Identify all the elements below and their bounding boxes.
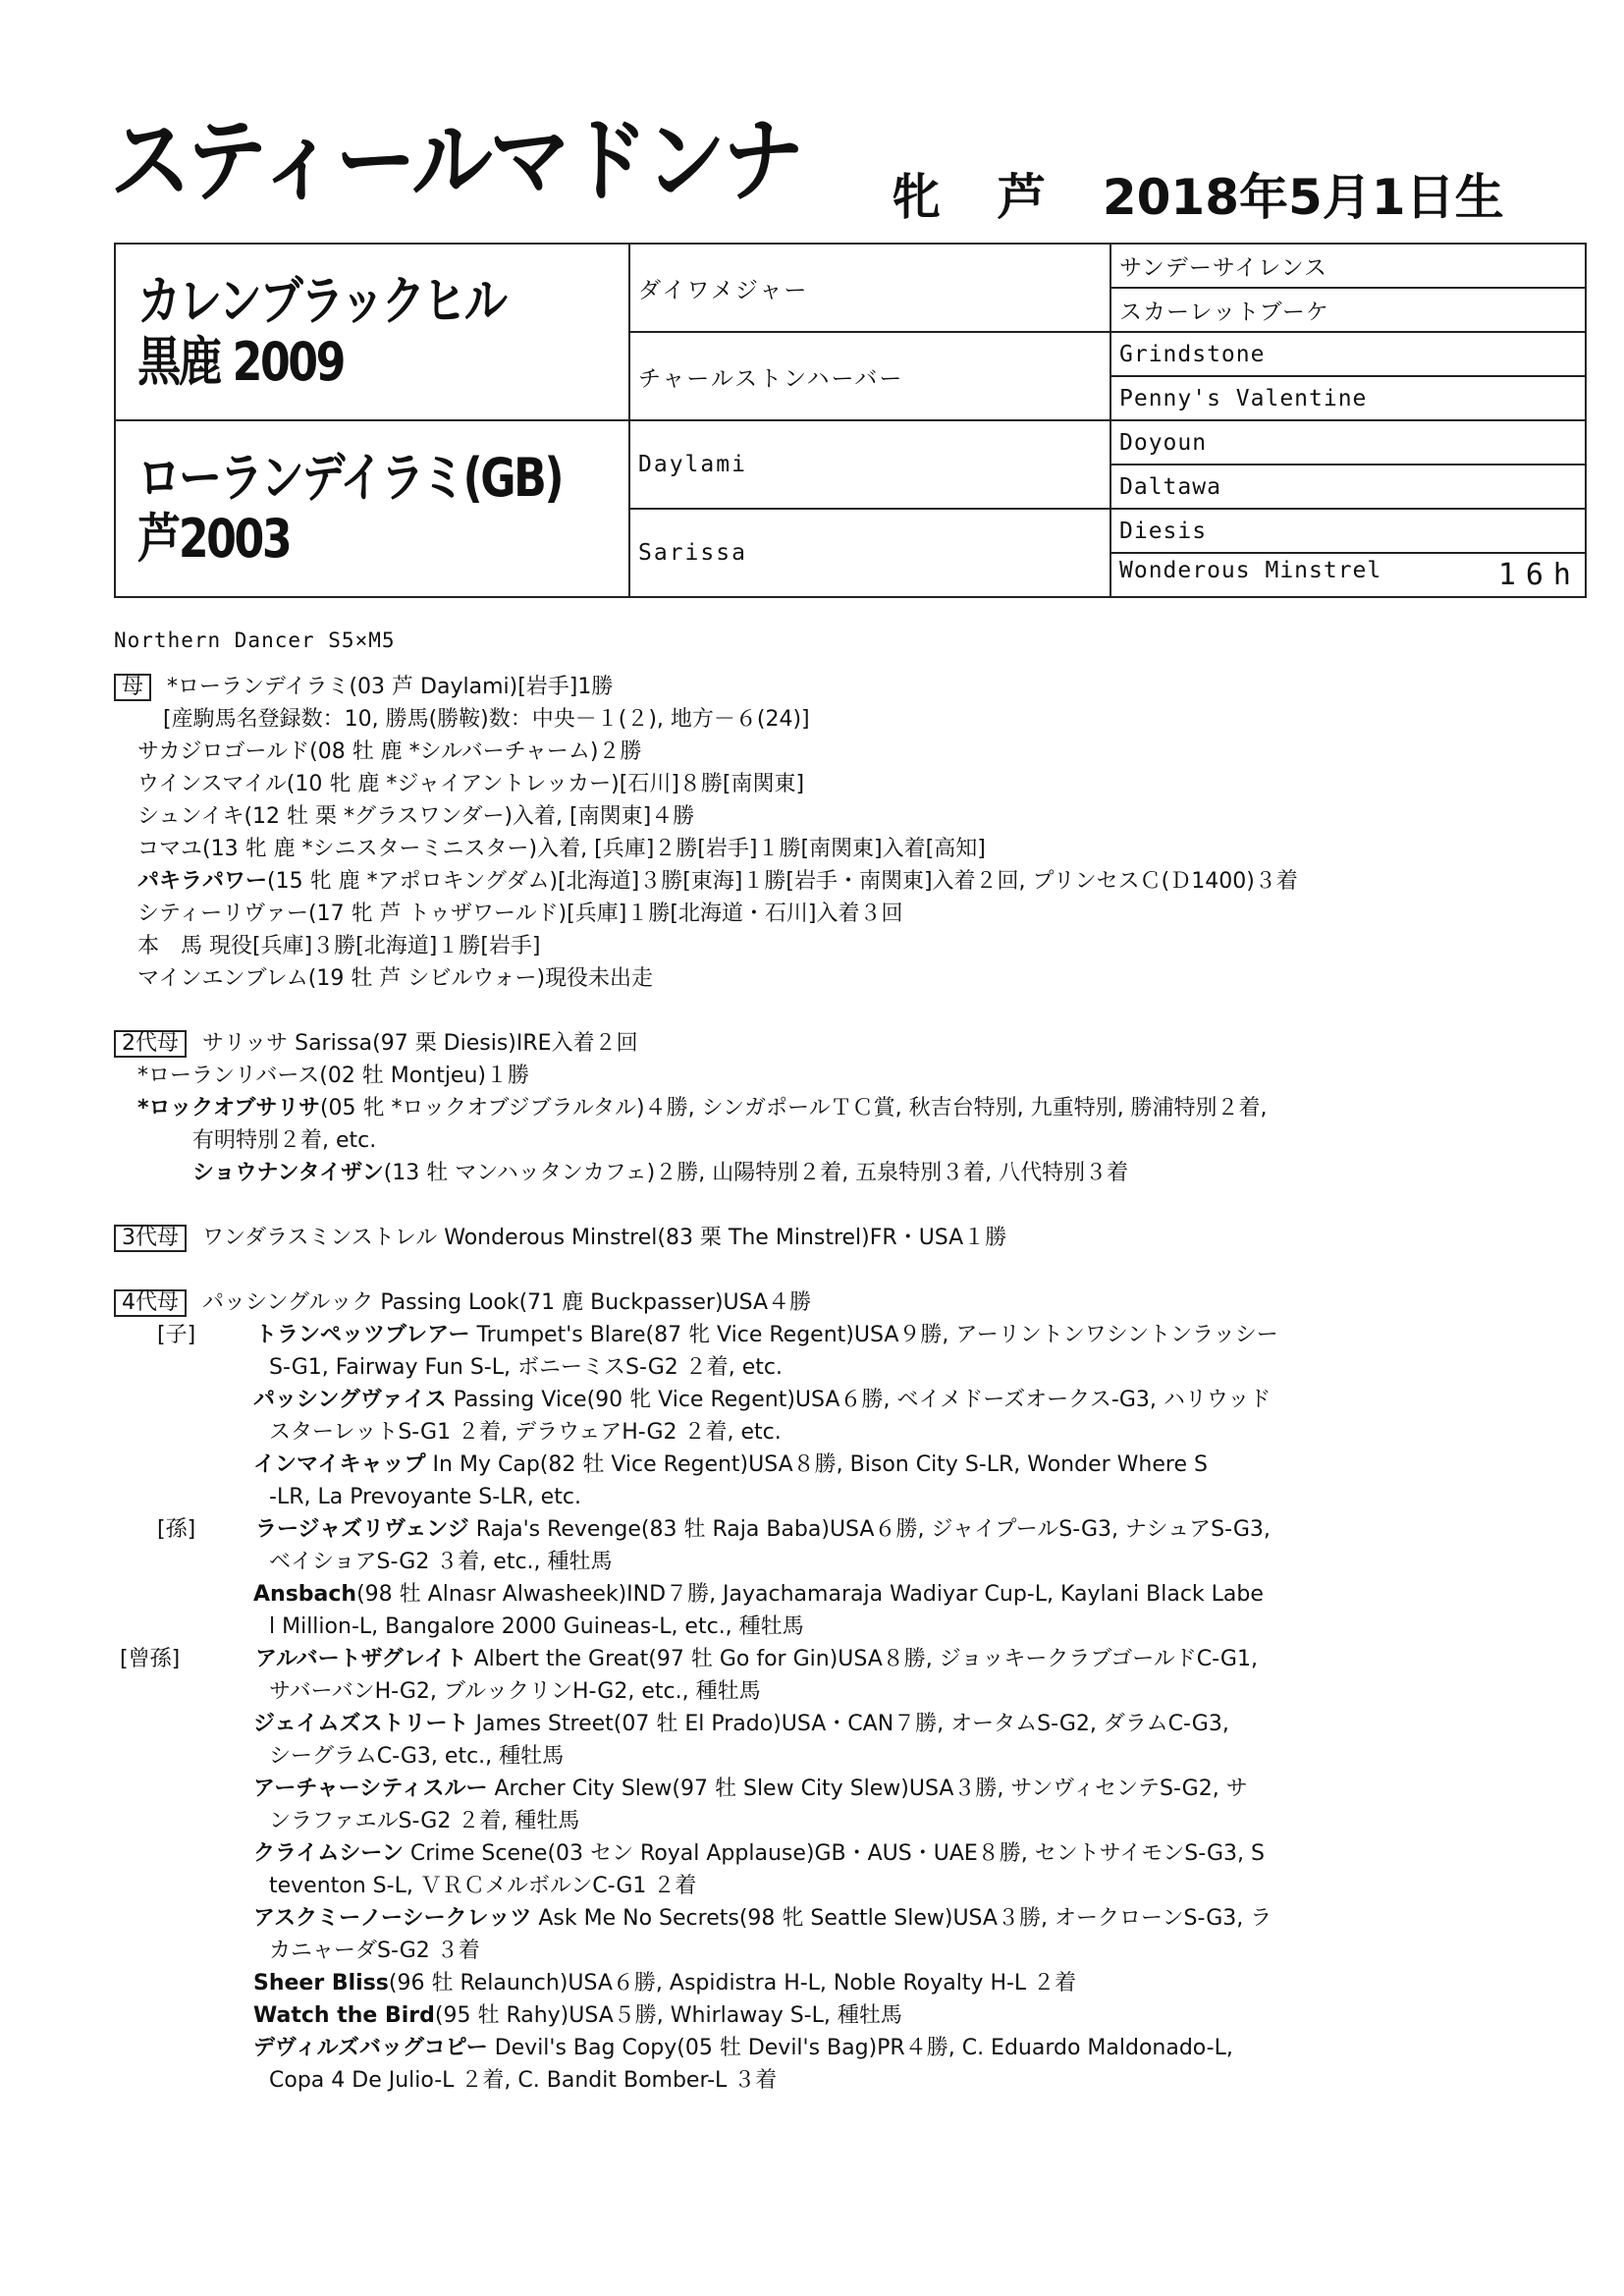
himago-1-name: アルバートザグレイト: [255, 1647, 467, 1671]
mago-2: [114, 1578, 1587, 1611]
mago-1-name: ラージャズリヴェンジ: [255, 1517, 469, 1542]
gen3-label: 3代母: [114, 1225, 187, 1252]
gen2-rock-name: *ロックオブサリサ: [137, 1096, 320, 1121]
himago-8-rest: Devil's Bag Copy(05 牡 Devil's Bag)PR４勝, C. Eduardo Maldonado-L,: [487, 2036, 1233, 2060]
gen2-head-line: [114, 1027, 1587, 1060]
horse-name: スティールマドンナ: [110, 108, 800, 215]
mago-1-rest: Raja's Revenge(83 牡 Raja Baba)USA６勝, ジャイプールS-G3, ナシュアS-G3,: [468, 1517, 1271, 1542]
ko-3: [114, 1449, 1587, 1481]
himago-8-cont: Copa 4 De Julio-L ２着, C. Bandit Bomber-L ３着: [269, 2068, 778, 2093]
horse-color: 芦: [997, 169, 1047, 226]
gen4-head-line: [114, 1286, 1587, 1319]
offspring-2: ウインスマイル(10 牝 鹿 *ジャイアントレッカー)[石川]８勝[南関東]: [137, 772, 805, 796]
gen2-line-3: 有明特別２着, etc.: [192, 1128, 377, 1153]
horse-birth: 2018年5月1日生: [1102, 169, 1504, 226]
himago-label: [曾孫]: [120, 1647, 181, 1671]
sire-info: 黒鹿 2009: [137, 331, 344, 393]
family-text: [114, 671, 1587, 2097]
dam-info: 芦2003: [137, 508, 291, 570]
sire-sire: ダイワメジャー: [629, 244, 1110, 332]
pedigree-table: [114, 243, 1587, 598]
himago-6-name: Sheer Bliss: [253, 1971, 389, 1995]
inbreeding: Northern Dancer S5×M5: [114, 629, 396, 652]
himago-3-cont: ンラファエルS-G2 ２着, 種牡馬: [269, 1809, 580, 1833]
sire-name: カレンブラックヒル: [137, 269, 506, 332]
himago-2-cont: シーグラムC-G3, etc., 種牡馬: [269, 1744, 565, 1769]
mago-1-cont: ベイショアS-G2 ３着, etc., 種牡馬: [269, 1550, 613, 1574]
offspring-5: [114, 865, 1587, 898]
offspring-8: マインエンブレム(19 牡 芦 シビルウォー)現役未出走: [137, 966, 654, 991]
ko-3-cont: -LR, La Prevoyante S-LR, etc.: [269, 1485, 581, 1509]
gen2-shonan-rest: (13 牡 マンハッタンカフェ)２勝, 山陽特別２着, 五泉特別３着, 八代特別３着: [383, 1161, 1129, 1185]
gen3-head: ワンダラスミンストレル Wonderous Minstrel(83 栗 The Minstrel)FR・USA１勝: [202, 1226, 1007, 1250]
sire-dam: チャールストンハーバー: [629, 332, 1110, 420]
gen2-line-1: *ローランリバース(02 牡 Montjeu)１勝: [137, 1064, 529, 1088]
himago-4-rest: Crime Scene(03 セン Royal Applause)GB・AUS・UAE８勝, セントサイモンS-G3, S: [403, 1841, 1265, 1866]
himago-7-name: Watch the Bird: [253, 2003, 435, 2028]
gen3-4: Penny's Valentine: [1110, 376, 1586, 420]
offspring-1: サカジロゴールド(08 牡 鹿 *シルバーチャーム)２勝: [137, 739, 642, 764]
himago-5: [114, 1902, 1587, 1935]
himago-7: [114, 1999, 1587, 2032]
himago-1-cont: サバーバンH-G2, ブルックリンH-G2, etc., 種牡馬: [269, 1679, 761, 1704]
offspring-6: シティーリヴァー(17 牝 芦 トゥザワールド)[兵庫]１勝[北海道・石川]入着３回: [137, 902, 903, 926]
dam-head: *ローランデイラミ(03 芦 Daylami)[岩手]1勝: [167, 675, 614, 699]
dam-name: ローランデイラミ(GB): [137, 446, 563, 509]
mago-2-name: Ansbach: [253, 1582, 357, 1607]
himago-2-rest: James Street(07 牡 El Prado)USA・CAN７勝, オータムS-G2, ダラムC-G3,: [468, 1712, 1229, 1736]
himago-2-name: ジェイムズストリート: [253, 1712, 469, 1736]
ko-label: [子]: [157, 1323, 196, 1347]
himago-5-cont: カニャーダS-G2 ３着: [269, 1939, 480, 1963]
ko-2-rest: Passing Vice(90 牝 Vice Regent)USA６勝, ベイメドーズオークス-G3, ハリウッド: [446, 1388, 1272, 1412]
gen2-shonan-name: ショウナンタイザン: [192, 1161, 384, 1185]
dam-cell: [115, 420, 629, 597]
himago-5-name: アスクミーノーシークレッツ: [253, 1906, 532, 1931]
himago-3-rest: Archer City Slew(97 牡 Slew City Slew)USA３勝, サンヴィセンテS-G2, サ: [487, 1777, 1248, 1801]
horse-info: [892, 169, 1543, 226]
ko-3-rest: In My Cap(82 牡 Vice Regent)USA８勝, Bison City S-LR, Wonder Where S: [425, 1452, 1208, 1477]
gen3-3: Grindstone: [1110, 332, 1586, 376]
gen3-7: Diesis: [1110, 509, 1586, 553]
horse-sex: 牝: [892, 169, 941, 226]
himago-1-rest: Albert the Great(97 牡 Go for Gin)USA８勝, ジョッキークラブゴールドC-G1,: [466, 1647, 1258, 1671]
ko-1: [114, 1319, 1587, 1351]
gen3-2: スカーレットブーケ: [1110, 288, 1586, 332]
gen2-rock-rest: (05 牝 *ロックオブジブラルタル)４勝, シンガポールＴＣ賞, 秋吉台特別, 九重特別, 勝浦特別２着,: [319, 1096, 1268, 1121]
gen4-label: 4代母: [114, 1289, 187, 1317]
mago-label: [孫]: [157, 1517, 196, 1542]
mago-2-rest: (98 牡 Alnasr Alwasheek)IND７勝, Jayachamaraja Wadiyar Cup-L, Kaylani Black Labe: [356, 1582, 1264, 1607]
gen4-head: パッシングルック Passing Look(71 鹿 Buckpasser)USA４勝: [202, 1290, 812, 1315]
himago-2: [114, 1708, 1587, 1740]
dam-dam: Sarissa: [629, 509, 1110, 597]
himago-4: [114, 1837, 1587, 1870]
dam-head-line: [114, 671, 1587, 703]
himago-3: [114, 1773, 1587, 1805]
offspring-5-rest: (15 牝 鹿 *アポロキングダム)[北海道]３勝[東海]１勝[岩手・南関東]入着２回, プリンセスＣ(Ｄ1400)３着: [267, 869, 1298, 894]
ko-2-cont: スターレットS-G1 ２着, デラウェアH-G2 ２着, etc.: [269, 1420, 782, 1445]
sire-cell: [115, 244, 629, 420]
himago-6-rest: (96 牡 Relaunch)USA６勝, Aspidistra H-L, Noble Royalty H-L ２着: [388, 1971, 1077, 1995]
dam-label: 母: [114, 674, 151, 701]
dam-registration: [産駒馬名登録数：10, 勝馬(勝鞍)数：中央－１(２), 地方－６(24)]: [163, 707, 810, 732]
himago-5-rest: Ask Me No Secrets(98 牝 Seattle Slew)USA３勝, オークローンS-G3, ラ: [531, 1906, 1272, 1931]
gen3-8: Wonderous Minstrel: [1119, 558, 1382, 583]
ko-3-name: インマイキャップ: [253, 1452, 426, 1477]
ko-1-rest: Trumpet's Blare(87 牝 Vice Regent)USA９勝, アーリントンワシントンラッシー: [469, 1323, 1278, 1347]
gen3-6: Daltawa: [1110, 465, 1586, 509]
himago-4-cont: teventon S-L, ＶＲＣメルボルンC-G1 ２着: [269, 1874, 697, 1898]
gen2-line-4: [114, 1157, 1587, 1189]
dam-sire: Daylami: [629, 420, 1110, 509]
offspring-3: シュンイキ(12 牡 栗 *グラスワンダー)入着, [南関東]４勝: [137, 804, 695, 829]
ko-1-name: トランペッツブレアー: [255, 1323, 470, 1347]
gen2-head: サリッサ Sarissa(97 栗 Diesis)IRE入着２回: [202, 1031, 638, 1056]
ko-2-name: パッシングヴァイス: [253, 1388, 447, 1412]
himago-7-rest: (95 牡 Rahy)USA５勝, Whirlaway S-L, 種牡馬: [434, 2003, 902, 2028]
offspring-7: 本 馬 現役[兵庫]３勝[北海道]１勝[岩手]: [137, 934, 541, 958]
gen3-1: サンデーサイレンス: [1110, 244, 1586, 288]
gen3-head-line: [114, 1222, 1587, 1254]
himago-1: [114, 1643, 1587, 1675]
offspring-5-name: パキラパワー: [137, 869, 268, 894]
gen-mark: 16h: [1497, 558, 1581, 592]
offspring-4: コマユ(13 牝 鹿 *シニスターミニスター)入着, [兵庫]２勝[岩手]１勝[南関東]入着[高知]: [137, 837, 986, 861]
mago-2-cont: l Million-L, Bangalore 2000 Guineas-L, etc., 種牡馬: [269, 1614, 804, 1639]
himago-6: [114, 1967, 1587, 1999]
himago-8: [114, 2032, 1587, 2064]
himago-3-name: アーチャーシティスルー: [253, 1777, 488, 1801]
himago-4-name: クライムシーン: [253, 1841, 404, 1866]
gen2-line-2: [114, 1092, 1587, 1124]
himago-8-name: デヴィルズバッグコピー: [253, 2036, 488, 2060]
mago-1: [114, 1513, 1587, 1546]
ko-2: [114, 1384, 1587, 1416]
gen3-8-cell: [1110, 553, 1586, 597]
gen2-label: 2代母: [114, 1030, 187, 1058]
gen3-5: Doyoun: [1110, 420, 1586, 465]
ko-1-cont: S-G1, Fairway Fun S-L, ボニーミスS-G2 ２着, etc.: [269, 1355, 783, 1380]
